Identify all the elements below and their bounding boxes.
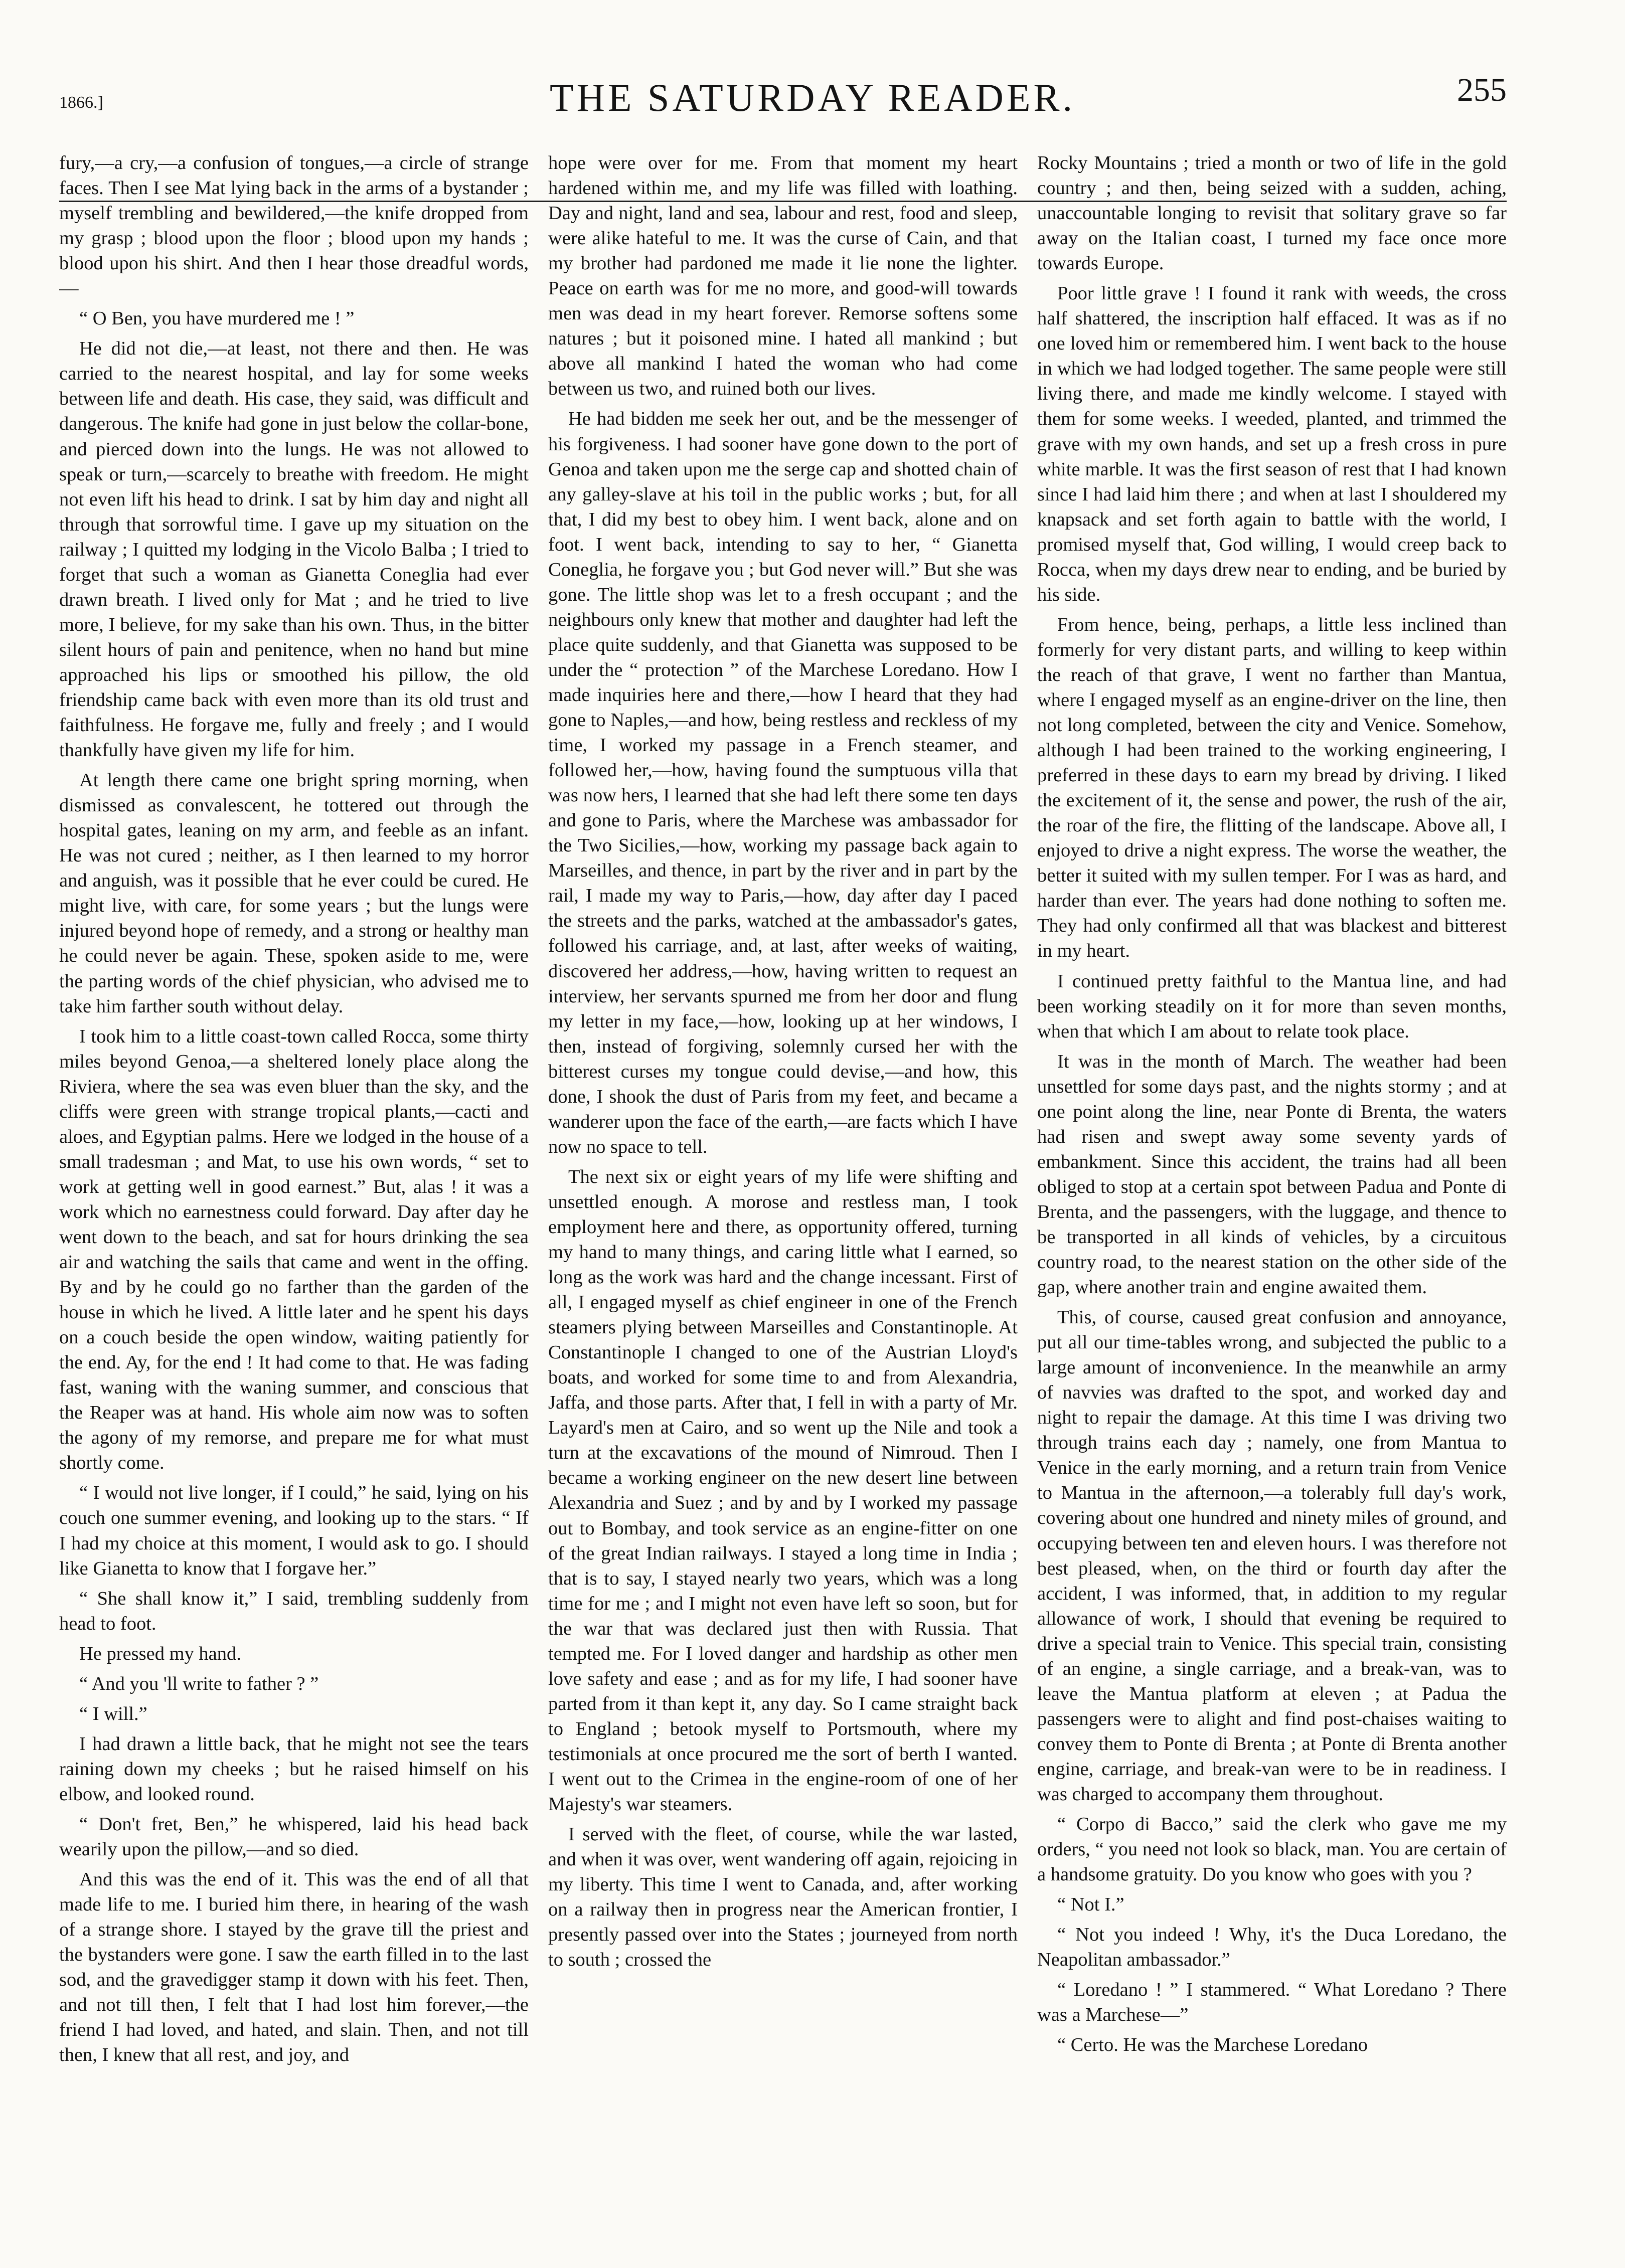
paragraph: “ Certo. He was the Marchese Loredano: [1057, 2034, 1368, 2056]
paragraph: And this was the end of it. This was the end of all that made life to me. I buried him there, in hearing of the wash of a strange shore. I stayed by the grave till the priest and the bystanders were gone. I saw the earth filled in to the last sod, and the gravedigger stamp it down with his feet. Then, and not till then, I felt that I had lost him forever,—the friend I had loved, and hated, and slain. Then, and not till then, I knew that all rest, and joy, and: [59, 1869, 529, 2066]
paragraph: “ Loredano ! ” I stammered. “ What Loredano ? There was a Marchese—”: [1037, 1979, 1507, 2026]
text-columns: [59, 150, 1507, 2231]
paragraph: I had drawn a little back, that he might not see the tears raining down my cheeks ; but he raised himself on his elbow, and looked round.: [59, 1733, 529, 1805]
paragraph: He pressed my hand.: [79, 1643, 241, 1664]
paragraph: “ Not you indeed ! Why, it's the Duca Loredano, the Neapolitan ambassador.”: [1037, 1924, 1507, 1971]
paragraph: “ And you 'll write to father ? ”: [79, 1673, 319, 1694]
paragraph: “ I would not live longer, if I could,” he said, lying on his couch one summer evening, and looking up to the stars. “ If I had my choice at this moment, I would ask to go. I should like Gianetta to know that I forgave her.”: [59, 1482, 529, 1579]
column-middle: [548, 150, 1018, 2231]
paragraph: “ Corpo di Bacco,” said the clerk who gave me my orders, “ you need not look so black, man. You are certain of a handsome gratuity. Do you know who goes with you ?: [1037, 1814, 1507, 1885]
paragraph: The next six or eight years of my life were shifting and unsettled enough. A morose and restless man, I took employment here and there, as opportunity offered, turning my hand to many things, and caring little what I earned, so long as the work was hard and the change incessant. First of all, I engaged myself as chief engineer in one of the French steamers plying between Marseilles and Constantinople. At Constantinople I changed to one of the Austrian Lloyd's boats, and worked for some time to and from Alexandria, Jaffa, and those parts. After that, I fell in with a party of Mr. Layard's men at Cairo, and so went up the Nile and took a turn at the excavations of the mound of Nimroud. Then I became a working engineer on the new desert line between Alexandria and Suez ; and by and by I worked my passage out to Bombay, and took service as an engine-fitter on one of the great Indian railways. I stayed a long time in India ; that is to say, I stayed nearly two years, which was a long time for me ; and I might not even have left so soon, but for the war that was declared just then with Russia. That tempted me. For I loved danger and hardship as other men love safety and ease ; and as for my life, I had sooner have parted from it than kept it, any day. So I came straight back to England ; betook myself to Portsmouth, where my testimonials at once procured me the sort of berth I wanted. I went out to the Crimea in the engine-room of one of her Majesty's war steamers.: [548, 1166, 1018, 1815]
paragraph: He had bidden me seek her out, and be the messenger of his forgiveness. I had sooner have gone down to the port of Genoa and taken upon me the serge cap and shotted chain of any galley-slave at his toil in the public works ; but, for all that, I did my best to obey him. I went back, alone and on foot. I went back, intending to say to her, “ Gianetta Coneglia, he forgave you ; but God never will.” But she was gone. The little shop was let to a fresh occupant ; and the neighbours only knew that mother and daughter had left the place quite suddenly, and that Gianetta was supposed to be under the “ protection ” of the Marchese Loredano. How I made inquiries here and there,—how I heard that they had gone to Naples,—and how, being restless and reckless of my time, I worked my passage in a French steamer, and followed her,—how, having found the sumptuous villa that was now hers, I learned that she had left there some ten days and gone to Paris, where the Marchese was ambassador for the Two Sicilies,—how, working my passage back again to Marseilles, and thence, in part by the river and in part by the rail, I made my way to Paris,—how, day after day I paced the streets and the parks, watched at the ambassador's gates, followed his carriage, and, at last, after weeks of waiting, discovered her address,—how, having written to request an interview, her servants spurned me from her door and flung my letter in my face,—how, looking up at her windows, I then, instead of forgiving, solemnly cursed her with the bitterest curses my tongue could devise,—and how, this done, I shook the dust of Paris from my feet, and became a wanderer upon the face of the earth,—are facts which I have now no space to tell.: [548, 408, 1018, 1157]
paragraph: “ O Ben, you have murdered me ! ”: [79, 308, 355, 329]
masthead-title: THE SATURDAY READER.: [549, 76, 1076, 119]
paragraph: hope were over for me. From that moment my heart hardened within me, and my life was filled with loathing. Day and night, land and sea, labour and rest, food and sleep, were alike hateful to me. It was the curse of Cain, and that my brother had pardoned me made it lie none the lighter. Peace on earth was for me no more, and good-will towards men was dead in my heart forever. Remorse softens some natures ; but it poisoned mine. I hated all mankind ; but above all mankind I hated the woman who had come between us two, and ruined both our lives.: [548, 152, 1018, 400]
column-right: [1037, 150, 1507, 2231]
paragraph: From hence, being, perhaps, a little less inclined than formerly for very distant parts, and willing to keep within the reach of that grave, I went no farther than Mantua, where I engaged myself as an engine-driver on the line, then not long completed, between the city and Venice. Somehow, although I had been trained to the working engineering, I preferred in these days to earn my bread by driving. I liked the excitement of it, the sense and power, the rush of the air, the roar of the fire, the flitting of the landscape. Above all, I enjoyed to drive a night express. The worse the weather, the better it suited with my sullen temper. For I was as hard, and harder than ever. The years had done nothing to soften me. They had only confirmed all that was blackest and bitterest in my heart.: [1037, 614, 1507, 962]
paragraph: I continued pretty faithful to the Mantua line, and had been working steadily on it for more than seven months, when that which I am about to relate took place.: [1037, 970, 1507, 1042]
paragraph: “ Not I.”: [1057, 1894, 1124, 1915]
paragraph: I took him to a little coast-town called Rocca, some thirty miles beyond Genoa,—a sheltered lonely place along the Riviera, where the sea was even bluer than the sky, and the cliffs were green with strange tropical plants,—cacti and aloes, and Egyptian palms. Here we lodged in the house of a small tradesman ; and Mat, to use his own words, “ set to work at getting well in good earnest.” But, alas ! it was a work which no earnestness could forward. Day after day he went down to the beach, and sat for hours drinking the sea air and watching the sails that came and went in the offing. By and by he could go no farther than the garden of the house in which he lived. A little later and he spent his days on a couch beside the open window, waiting patiently for the end. Ay, for the end ! It had come to that. He was fading fast, waning with the waning summer, and conscious that the Reaper was at hand. His whole aim now was to soften the agony of my remorse, and prepare me for what must shortly come.: [59, 1025, 529, 1474]
paragraph: This, of course, caused great confusion and annoyance, put all our time-tables wrong, and subjected the public to a large amount of inconvenience. In the meanwhile an army of navvies was drafted to the spot, and worked day and night to repair the damage. At this time I was driving two through trains each day ; namely, one from Mantua to Venice in the early morning, and a return train from Venice to Mantua in the afternoon,—a tolerably full day's work, covering about one hundred and ninety miles of ground, and occupying between ten and eleven hours. I was therefore not best pleased, when, on the third or fourth day after the accident, I was informed, that, in addition to my regular allowance of work, I should that evening be required to drive a special train to Venice. This special train, consisting of an engine, a single carriage, and a break-van, was to leave the Mantua platform at eleven ; at Padua the passengers were to alight and find post-chaises waiting to convey them to Ponte di Brenta ; at Ponte di Brenta another engine, carriage, and break-van were to be in readiness. I was charged to accompany them throughout.: [1037, 1307, 1507, 1805]
page-number: 255: [1457, 72, 1507, 108]
paragraph: Poor little grave ! I found it rank with weeds, the cross half shattered, the inscription half effaced. It was as if no one loved him or remembered him. I went back to the house in which we had lodged together. The same people were still living there, and made me kindly welcome. I stayed with them for some weeks. I weeded, planted, and trimmed the grave with my own hands, and set up a fresh cross in pure white marble. It was the first season of rest that I had known since I had laid him there ; and when at last I shouldered my knapsack and set forth again to battle with the world, I promised myself that, God willing, I would creep back to Rocca, when my days drew near to ending, and be buried by his side.: [1037, 283, 1507, 605]
paragraph: “ I will.”: [79, 1703, 147, 1724]
paragraph: Rocky Mountains ; tried a month or two of life in the gold country ; and then, being seized with a sudden, aching, unaccountable longing to revisit that solitary grave so far away on the Italian coast, I turned my face once more towards Europe.: [1037, 152, 1507, 274]
page-header: [0, 65, 1625, 140]
issue-year: 1866.]: [59, 93, 103, 112]
paragraph: I served with the fleet, of course, while the war lasted, and when it was over, went wandering off again, rejoicing in my liberty. This time I went to Canada, and, after working on a railway then in progress near the American frontier, I presently passed over into the States ; journeyed from north to south ; crossed the: [548, 1824, 1018, 1971]
paragraph: fury,—a cry,—a confusion of tongues,—a circle of strange faces. Then I see Mat lying back in the arms of a bystander ; myself trembling and bewildered,—the knife dropped from my grasp ; blood upon the floor ; blood upon my hands ; blood upon his shirt. And then I hear those dreadful words,—: [59, 152, 529, 299]
column-left: [59, 150, 529, 2231]
paragraph: It was in the month of March. The weather had been unsettled for some days past, and the nights stormy ; and at one point along the line, near Ponte di Brenta, the waters had risen and swept away some seventy yards of embankment. Since this accident, the trains had all been obliged to stop at a certain spot between Padua and Ponte di Brenta, and the passengers, with the luggage, and thence to be transported in all kinds of vehicles, by a circuitous country road, to the nearest station on the other side of the gap, where another train and engine awaited them.: [1037, 1051, 1507, 1298]
paragraph: “ Don't fret, Ben,” he whispered, laid his head back wearily upon the pillow,—and so died.: [59, 1814, 529, 1860]
paragraph: “ She shall know it,” I said, trembling suddenly from head to foot.: [59, 1588, 529, 1634]
paragraph: He did not die,—at least, not there and then. He was carried to the nearest hospital, and lay for some weeks between life and death. His case, they said, was difficult and dangerous. The knife had gone in just below the collar-bone, and pierced down into the lungs. He was not allowed to speak or turn,—scarcely to breathe with freedom. He might not even lift his head to drink. I sat by him day and night all through that sorrowful time. I gave up my situation on the railway ; I quitted my lodging in the Vicolo Balba ; I tried to forget that such a woman as Gianetta Coneglia had ever drawn breath. I lived only for Mat ; and he tried to live more, I believe, for my sake than his own. Thus, in the bitter silent hours of pain and penitence, when no hand but mine approached his lips or smoothed his pillow, the old friendship came back with even more than its old trust and faithfulness. He forgave me, fully and freely ; and I would thankfully have given my life for him.: [59, 338, 529, 761]
paragraph: At length there came one bright spring morning, when dismissed as convalescent, he tottered out through the hospital gates, leaning on my arm, and feeble as an infant. He was not cured ; neither, as I then learned to my horror and anguish, was it possible that he ever could be cured. He might live, with care, for some years ; but the lungs were injured beyond hope of remedy, and a strong or healthy man he could never be again. These, spoken aside to me, were the parting words of the chief physician, who advised me to take him farther south without delay.: [59, 770, 529, 1017]
